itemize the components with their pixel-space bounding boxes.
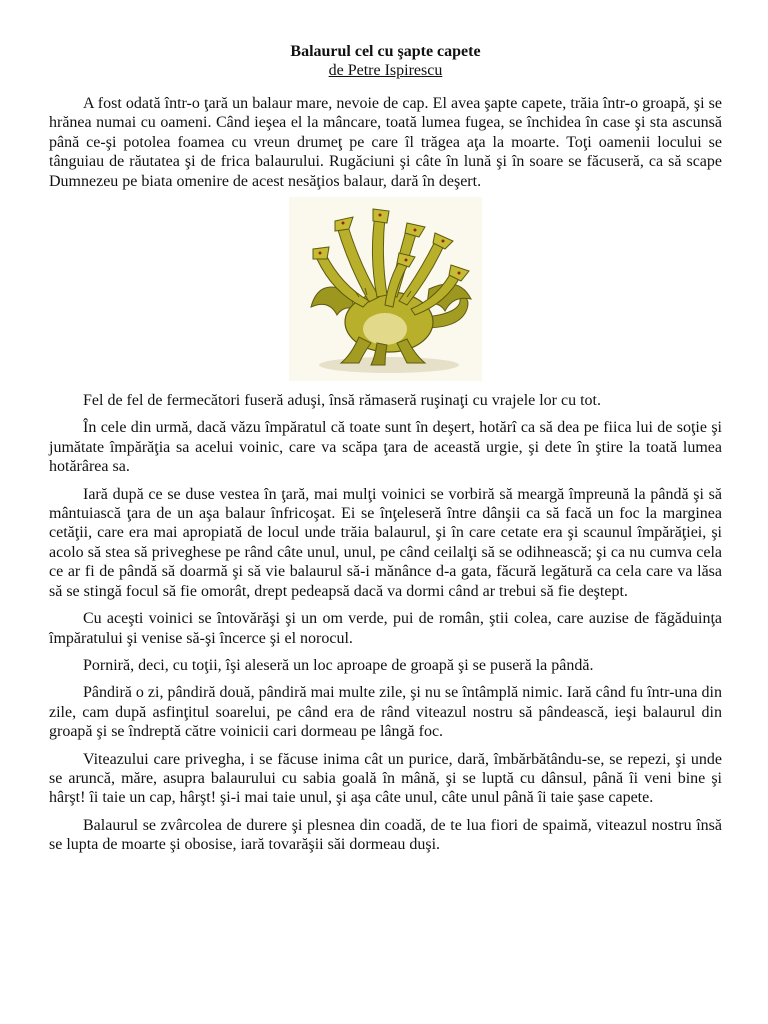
paragraph-9: Balaurul se zvârcolea de durere şi plesnea din coadă, de te lua fiori de spaimă, viteazul nostru însă se lupta de moarte şi obosise, iară tovarăşii săi dormeau duşi. — [49, 816, 722, 854]
paragraph-2: Fel de fel de fermecători fuseră aduşi, însă rămaseră ruşinaţi cu vrajele lor cu tot. — [83, 392, 601, 410]
dragon-icon — [289, 197, 482, 381]
paragraph-5: Cu aceşti voinici se întovărăşi şi un om verde, pui de român, ştii colea, care auzise de făgăduinţa împăratului şi venise să-şi încerce şi el norocul. — [49, 610, 722, 647]
paragraph-1: A fost odată într-o ţară un balaur mare, nevoie de cap. El avea şapte capete, trăia într-o groapă, şi se hrănea numai cu oameni. Când ieşea el la mâncare, toată lumea fugea, se închidea în case şi sta ascunsă până ce-şi potolea foamea cu vreun drumeţ pe care îl trăgea aţa la moarte. Toţi oamenii locului se tânguiau de răutatea şi de frica balaurului. Rugăciuni şi câte în lună şi în soare se făcuseră, ca să scape Dumnezeu pe biata omenire de acest nesăţios balaur, dară în deşert. — [49, 95, 722, 190]
story-author: de Petre Ispirescu — [328, 62, 443, 79]
paragraph-4: Iară după ce se duse vestea în ţară, mai mulţi voinici se vorbiră să meargă împreună la pândă şi să mântuiască ţara de un aşa balaur înfricoşat. Ei se înţeleseră între dânşii ca să facă un foc la marginea cetăţii, care era mai apropiată de locul unde trăia balaurul, şi în care cetate era şi scaunul împărăţiei, şi acolo să stea să priveghese pe rând câte unul, unul, pe când ceilalţi să se odihnească; şi ca nu cumva cela ce ar fi de pândă să doarmă şi să vie balaurul să-i mănânce d-a gata, făcură legătură ca cela care va lăsa să se stingă focul să fie omorât, drept pedeapsă dacă va dormi când ar trebui să fie deştept. — [49, 485, 722, 600]
paragraph-6: Porniră, deci, cu toţii, îşi aleseră un loc aproape de groapă şi se puseră la pândă. — [83, 656, 594, 674]
story-title: Balaurul cel cu şapte capete — [290, 43, 481, 60]
paragraph-8: Viteazului care privegha, i se făcuse inima cât un purice, dară, îmbărbătându-se, se repezi, şi unde se aruncă, măre, asupra balaurului cu sabia goală în mână, şi se luptă cu dânsul, până îi veni bine şi hârşt! îi taie un cap, hârşt! şi-i mai taie unul, şi aşa câte unul, câte unul până îi taie şase capete. — [49, 750, 722, 807]
dragon-illustration — [289, 197, 482, 381]
paragraph-7: Pândiră o zi, pândiră două, pândiră mai multe zile, şi nu se întâmplă nimic. Iară când fu într-una din zile, cam după asfinţitul soarelui, pe când era de rând viteazul nostru să pândească, ieşi balaurul din groapă şi se îndreptă către voinicii cari dormeau pe lângă foc. — [49, 684, 722, 741]
paragraph-3: În cele din urmă, dacă văzu împăratul că toate sunt în deşert, hotărî ca să dea pe fiica lui de soţie şi jumătate împărăţia sa acelui voinic, care va scăpa ţara de această urgie, şi dete în ştire la toată lumea hotărârea sa. — [49, 419, 722, 476]
